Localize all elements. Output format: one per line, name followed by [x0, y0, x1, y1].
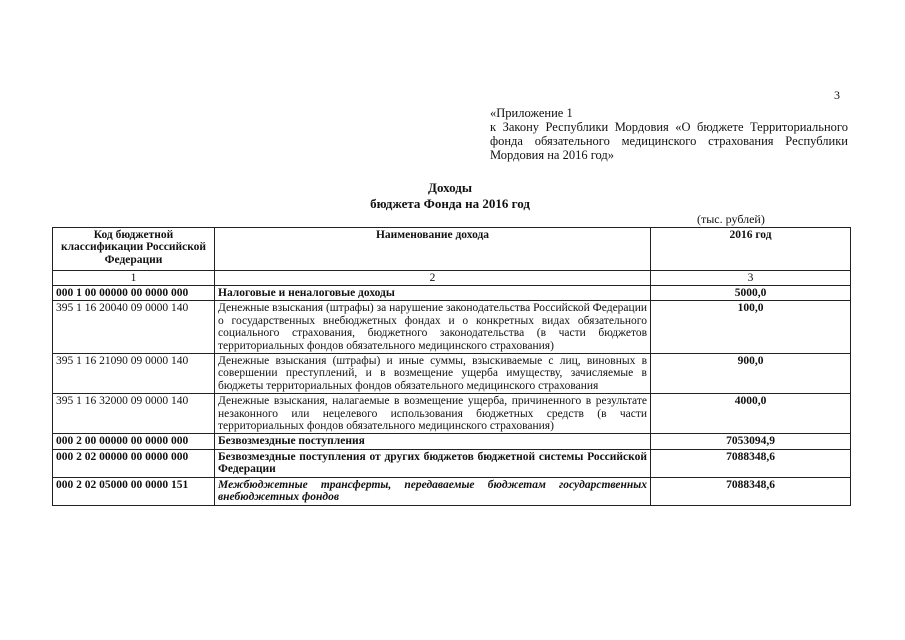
row-sum: 100,0 — [651, 301, 851, 354]
column-number-row — [53, 271, 851, 286]
table-row — [53, 449, 851, 477]
row-name: Безвозмездные поступления от других бюджетов бюджетной системы Российской Федерации — [215, 449, 651, 477]
row-code: 395 1 16 21090 09 0000 140 — [53, 354, 215, 394]
row-name: Денежные взыскания (штрафы) за нарушение законодательства Российской Федерации о государственных внебюджетных фондах и о конкретных видах обязательного социального страхования, бюджетного законодательства (в части бюджетов территориальных фондов обязательного медицинского страхования) — [215, 301, 651, 354]
table-row — [53, 434, 851, 449]
row-code: 000 2 02 05000 00 0000 151 — [53, 477, 215, 505]
header-name: Наименование дохода — [215, 228, 651, 271]
row-sum: 5000,0 — [651, 286, 851, 301]
page-number: 3 — [834, 88, 840, 102]
table-row — [53, 394, 851, 434]
table-row — [53, 301, 851, 354]
row-name: Денежные взыскания (штрафы) и иные суммы, взыскиваемые с лиц, виновных в совершении преступлений, и в возмещение ущерба имуществу, зачисляемые в бюджеты территориальных фондов обязательного медицинского страхования — [215, 354, 651, 394]
row-name: Межбюджетные трансферты, передаваемые бюджетам государственных внебюджетных фондов — [215, 477, 651, 505]
row-code: 000 2 02 00000 00 0000 000 — [53, 449, 215, 477]
row-name: Безвозмездные поступления — [215, 434, 651, 449]
column-number: 3 — [651, 271, 851, 286]
row-sum: 900,0 — [651, 354, 851, 394]
row-code: 000 1 00 00000 00 0000 000 — [53, 286, 215, 301]
income-table — [52, 227, 851, 506]
document-title — [300, 180, 600, 212]
table-row — [53, 286, 851, 301]
row-code: 000 2 00 00000 00 0000 000 — [53, 434, 215, 449]
row-sum: 7088348,6 — [651, 449, 851, 477]
table-row — [53, 354, 851, 394]
title-line-1: Доходы — [428, 180, 472, 195]
column-number: 2 — [215, 271, 651, 286]
appendix-reference: к Закону Республики Мордовия «О бюджете Территориального фонда обязательного медицинского страхования Республики Мордовия на 2016 год» — [490, 120, 848, 162]
row-sum: 4000,0 — [651, 394, 851, 434]
row-name: Денежные взыскания, налагаемые в возмещение ущерба, причиненного в результате незаконного или нецелевого использования бюджетных средств (в части территориальных фондов обязательного медицинского страхования) — [215, 394, 651, 434]
header-code: Код бюджетной классификации Российской Федерации — [53, 228, 215, 271]
row-sum: 7088348,6 — [651, 477, 851, 505]
column-number: 1 — [53, 271, 215, 286]
row-sum: 7053094,9 — [651, 434, 851, 449]
row-code: 395 1 16 20040 09 0000 140 — [53, 301, 215, 354]
header-sum: 2016 год — [651, 228, 851, 271]
title-line-2: бюджета Фонда на 2016 год — [370, 196, 530, 211]
table-row — [53, 477, 851, 505]
units-label: (тыс. рублей) — [697, 212, 765, 226]
row-name: Налоговые и неналоговые доходы — [215, 286, 651, 301]
appendix-title: «Приложение 1 — [490, 106, 573, 120]
row-code: 395 1 16 32000 09 0000 140 — [53, 394, 215, 434]
appendix-header — [490, 106, 848, 162]
